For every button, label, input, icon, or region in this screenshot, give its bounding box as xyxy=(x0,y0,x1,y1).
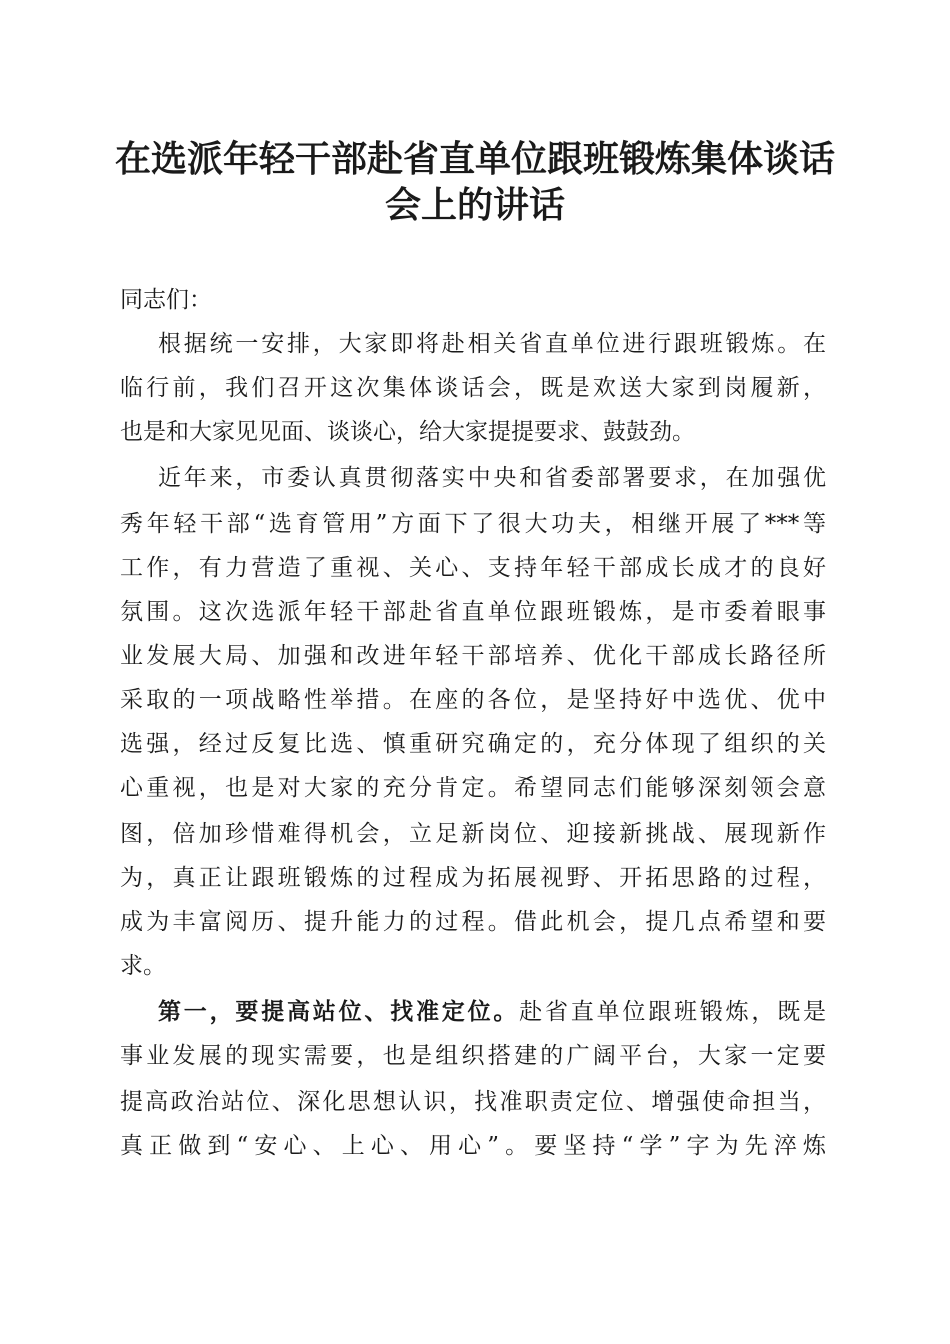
document-title-line-2: 会上的讲话 xyxy=(384,184,565,226)
paragraph-2-line: 秀年轻干部“选育管用”方面下了很大功夫，相继开展了***等 xyxy=(120,511,826,537)
paragraph-2-line: 求。 xyxy=(120,953,166,979)
paragraph-3-line-1-text: 赴省直单位跟班锻炼，既是 xyxy=(519,999,827,1025)
document-title-line-1: 在选派年轻干部赴省直单位跟班锻炼集体谈话 xyxy=(114,138,835,180)
paragraph-3-line: 提高政治站位、深化思想认识，找准职责定位、增强使命担当， xyxy=(120,1089,826,1115)
paragraph-3-line: 真正做到“安心、上心、用心”。要坚持“学”字为先淬炼 xyxy=(120,1133,826,1159)
paragraph-3-line xyxy=(158,990,826,1034)
paragraph-2-line: 为，真正让跟班锻炼的过程成为拓展视野、开拓思路的过程， xyxy=(120,865,826,891)
paragraph-2-line: 成为丰富阅历、提升能力的过程。借此机会，提几点希望和要 xyxy=(120,909,826,935)
paragraph-2-line: 采取的一项战略性举措。在座的各位，是坚持好中选优、优中 xyxy=(120,687,826,713)
paragraph-1-line: 临行前，我们召开这次集体谈话会，既是欢送大家到岗履新， xyxy=(120,375,826,401)
paragraph-2-line: 选强，经过反复比选、慎重研究确定的，充分体现了组织的关 xyxy=(120,731,826,757)
paragraph-3-line: 事业发展的现实需要，也是组织搭建的广阔平台，大家一定要 xyxy=(120,1043,826,1069)
section-heading-first: 第一，要提高站位、找准定位。 xyxy=(158,998,520,1025)
paragraph-2-line: 图，倍加珍惜难得机会，立足新岗位、迎接新挑战、展现新作 xyxy=(120,821,826,847)
paragraph-2-line: 近年来，市委认真贯彻落实中央和省委部署要求，在加强优 xyxy=(158,465,826,491)
paragraph-2-line: 业发展大局、加强和改进年轻干部培养、优化干部成长路径所 xyxy=(120,643,826,669)
paragraph-1-line: 也是和大家见见面、谈谈心，给大家提提要求、鼓鼓劲。 xyxy=(120,419,695,445)
paragraph-1-line: 根据统一安排，大家即将赴相关省直单位进行跟班锻炼。在 xyxy=(158,331,826,357)
paragraph-2-line: 工作，有力营造了重视、关心、支持年轻干部成长成才的良好 xyxy=(120,555,826,581)
salutation: 同志们： xyxy=(120,287,212,313)
paragraph-2-line: 氛围。这次选派年轻干部赴省直单位跟班锻炼，是市委着眼事 xyxy=(120,599,826,625)
paragraph-2-line: 心重视，也是对大家的充分肯定。希望同志们能够深刻领会意 xyxy=(120,775,826,801)
